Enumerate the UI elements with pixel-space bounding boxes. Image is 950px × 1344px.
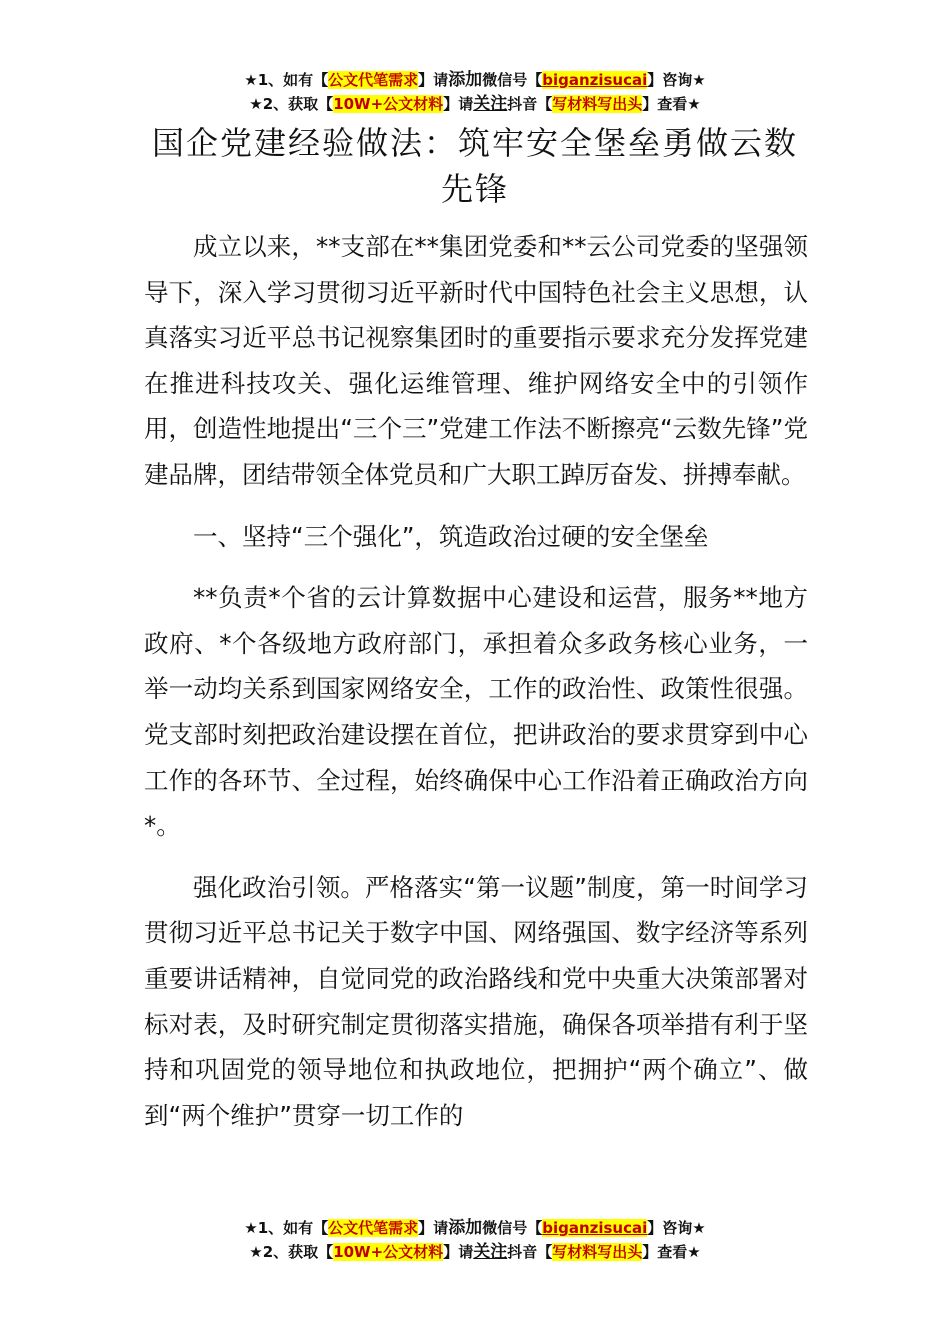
banner-line-1 [0, 68, 950, 92]
banner-line-2 [0, 1240, 950, 1264]
banner-line-1 [0, 1216, 950, 1240]
top-banner [0, 68, 950, 116]
banner-text: ★2、获取【 [249, 1243, 334, 1261]
banner-text: 微信号【 [482, 1219, 543, 1237]
highlight-wechat-id: biganzisucai [542, 1219, 648, 1237]
banner-emphasis: 添加 [448, 70, 483, 90]
bottom-banner [0, 1216, 950, 1264]
highlight-douyin: 写材料写出头 [552, 1243, 643, 1261]
banner-text: ★1、如有【 [244, 71, 329, 89]
section-heading: 一、坚持“三个强化”，筑造政治过硬的安全堡垒 [193, 521, 709, 551]
highlight-service: 公文代笔需求 [328, 1219, 419, 1237]
highlight-douyin: 写材料写出头 [552, 95, 643, 113]
banner-text: 微信号【 [482, 71, 543, 89]
paragraph-body: 强化政治引领。严格落实“第一议题”制度，第一时间学习贯彻习近平总书记关于数字中国、网络强国、数字经济等系列重要讲话精神，自觉同党的政治路线和党中央重大决策部署对标对表，及时研究制定贯彻落实措施，确保各项举措有利于坚持和巩固党的领导地位和执政地位，把拥护“两个确立”、做到“两个维护”贯穿一切工作的 [144, 872, 808, 1130]
banner-text: 】咨询★ [647, 71, 706, 89]
document-body [144, 224, 808, 1154]
highlight-service: 公文代笔需求 [328, 71, 419, 89]
paragraph-body: **负责*个省的云计算数据中心建设和运营，服务**地方政府、*个各级地方政府部门，承担着众多政务核心业务，一举一动均关系到国家网络安全，工作的政治性、政策性很强。党支部时刻把政治建设摆在首位，把讲政治的要求贯穿到中心工作的各环节、全过程，始终确保中心工作沿着正确政治方向*。 [144, 583, 808, 841]
banner-emphasis: 关注 [473, 1242, 508, 1262]
banner-text: ★1、如有【 [244, 1219, 329, 1237]
highlight-materials: 10W+公文材料 [333, 1243, 444, 1261]
banner-emphasis: 关注 [473, 94, 508, 114]
paragraph-intro: 成立以来，**支部在**集团党委和**云公司党委的坚强领导下，深入学习贯彻习近平新时代中国特色社会主义思想，认真落实习近平总书记视察集团时的重要指示要求充分发挥党建在推进科技攻关、强化运维管理、维护网络安全中的引领作用，创造性地提出“三个三”党建工作法不断擦亮“云数先锋”党建品牌，团结带领全体党员和广大职工踔厉奋发、拼搏奉献。 [144, 232, 808, 489]
banner-text: ★2、获取【 [249, 95, 334, 113]
banner-text: 】请 [443, 1243, 474, 1261]
highlight-materials: 10W+公文材料 [333, 95, 444, 113]
banner-emphasis: 添加 [448, 1218, 483, 1238]
banner-text: 】查看★ [642, 95, 701, 113]
banner-text: 】查看★ [642, 1243, 701, 1261]
banner-text: 】请 [418, 1219, 449, 1237]
document-title: 国企党建经验做法：筑牢安全堡垒勇做云数先锋 [151, 124, 798, 208]
highlight-wechat-id: biganzisucai [542, 71, 648, 89]
banner-text: 】请 [443, 95, 474, 113]
banner-text: 抖音【 [507, 1243, 553, 1261]
banner-text: 】请 [418, 71, 449, 89]
banner-line-2 [0, 92, 950, 116]
banner-text: 】咨询★ [647, 1219, 706, 1237]
banner-text: 抖音【 [507, 95, 553, 113]
